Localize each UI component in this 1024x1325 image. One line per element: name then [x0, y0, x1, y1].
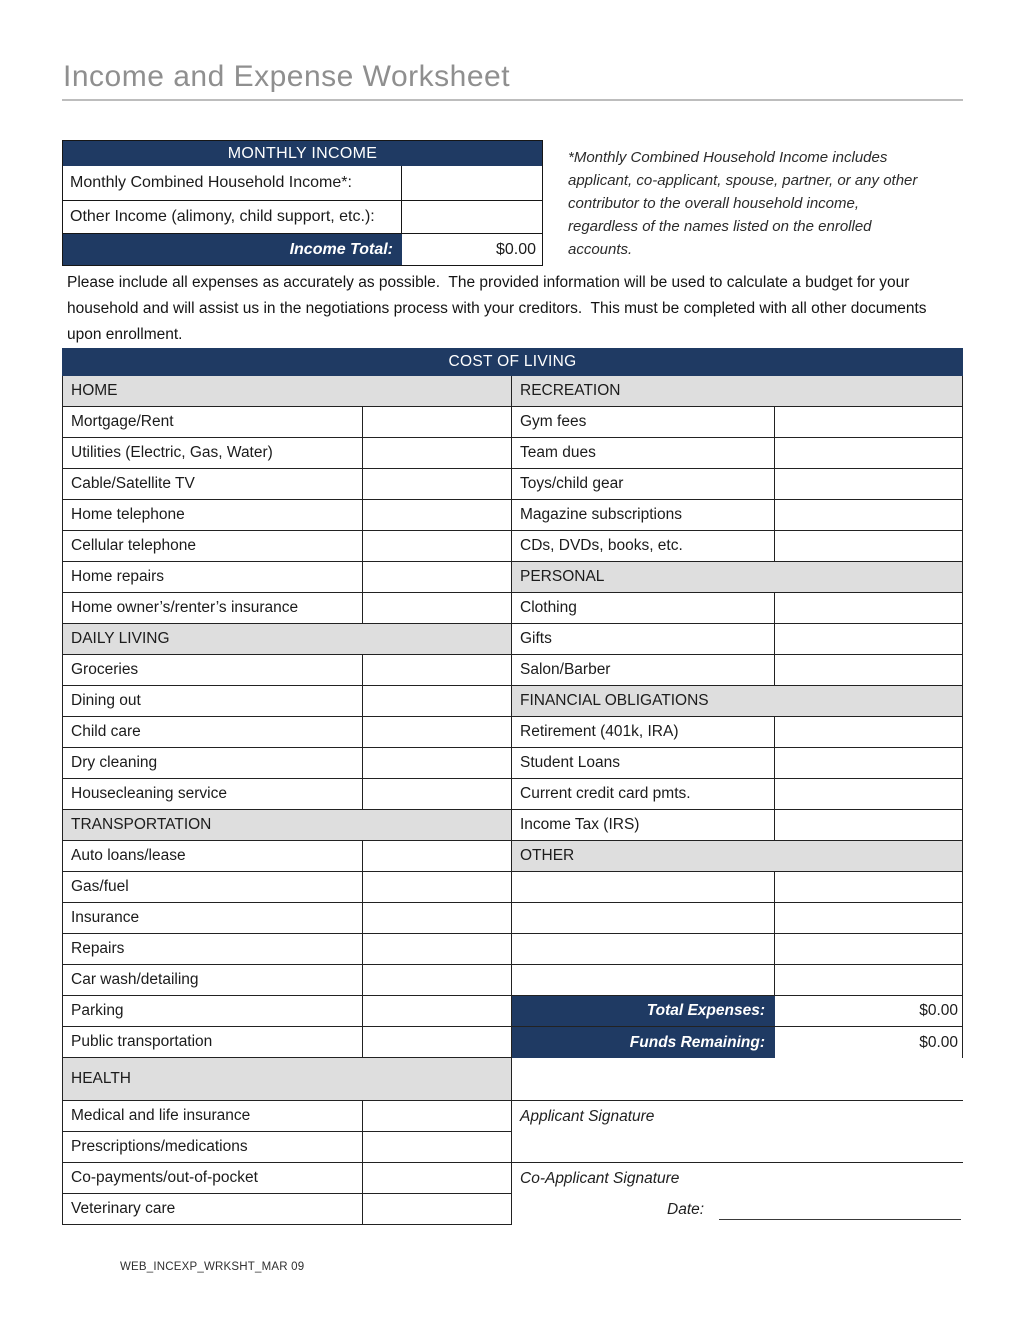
expense-label: Parking [63, 996, 363, 1026]
date-spacer [512, 1194, 667, 1225]
funds-remaining-row [512, 1027, 963, 1058]
expense-amount-cell[interactable] [363, 655, 511, 685]
expense-label: Groceries [63, 655, 363, 685]
expense-label: Dry cleaning [63, 748, 363, 778]
cost-of-living-grid [62, 376, 963, 1225]
expense-row [63, 531, 511, 562]
section-header-row [63, 1058, 511, 1101]
section-header-label: TRANSPORTATION [71, 816, 212, 833]
expense-label: CDs, DVDs, books, etc. [512, 531, 775, 561]
expense-row [63, 748, 511, 779]
expense-label: Student Loans [512, 748, 775, 778]
custom-expense-label-cell[interactable] [512, 903, 775, 933]
expense-amount-cell[interactable] [363, 903, 511, 933]
section-header-row [63, 624, 511, 655]
expense-amount-cell[interactable] [363, 500, 511, 530]
expense-amount-cell[interactable] [363, 779, 511, 809]
expense-label: Child care [63, 717, 363, 747]
expense-row [63, 996, 511, 1027]
expense-row [63, 1163, 511, 1194]
expense-amount-cell[interactable] [775, 717, 962, 747]
income-amount-cell[interactable] [402, 166, 542, 200]
expense-amount-cell[interactable] [775, 500, 962, 530]
custom-expense-label-cell[interactable] [512, 934, 775, 964]
expense-row [63, 903, 511, 934]
date-label: Date: [667, 1200, 705, 1218]
date-row [512, 1194, 963, 1225]
expense-amount-cell[interactable] [363, 872, 511, 902]
expense-amount-cell[interactable] [363, 1101, 511, 1131]
expense-label: Gym fees [512, 407, 775, 437]
expense-row [63, 841, 511, 872]
expense-label: Gas/fuel [63, 872, 363, 902]
expense-row [512, 965, 963, 996]
expense-row [63, 1101, 511, 1132]
section-header-row [512, 686, 963, 717]
expense-label: Insurance [63, 903, 363, 933]
expense-amount-cell[interactable] [775, 965, 962, 995]
custom-expense-label-cell[interactable] [512, 872, 775, 902]
total-expenses-row [512, 996, 963, 1027]
total-label: Funds Remaining: [512, 1027, 775, 1058]
section-header-row [512, 562, 963, 593]
income-label: Monthly Combined Household Income*: [63, 166, 402, 200]
section-header-row [63, 376, 511, 407]
expense-row [63, 872, 511, 903]
expense-row [63, 469, 511, 500]
expense-row [512, 934, 963, 965]
expense-amount-cell[interactable] [775, 624, 962, 654]
expense-label: Cellular telephone [63, 531, 363, 561]
title-divider [62, 99, 963, 101]
expense-row [63, 438, 511, 469]
total-amount: $0.00 [919, 1002, 958, 1019]
expense-amount-cell[interactable] [775, 748, 962, 778]
section-header-row [512, 376, 963, 407]
expense-row [512, 748, 963, 779]
signature-label-row [512, 1101, 963, 1132]
expense-amount-cell[interactable] [363, 1027, 511, 1057]
expense-row [63, 407, 511, 438]
expense-amount-cell[interactable] [363, 748, 511, 778]
section-header-label: FINANCIAL OBLIGATIONS [520, 692, 709, 709]
expense-amount-cell[interactable] [775, 934, 962, 964]
expense-label: Gifts [512, 624, 775, 654]
expense-row [63, 1027, 511, 1058]
expense-label: Retirement (401k, IRA) [512, 717, 775, 747]
expense-label: Utilities (Electric, Gas, Water) [63, 438, 363, 468]
expense-row [63, 593, 511, 624]
date-line[interactable] [719, 1219, 961, 1220]
expense-row [512, 717, 963, 748]
section-header-label: PERSONAL [520, 568, 605, 585]
section-header-label: HEALTH [71, 1070, 132, 1087]
expense-amount-cell[interactable] [775, 407, 962, 437]
expense-label: Team dues [512, 438, 775, 468]
expense-row [512, 624, 963, 655]
income-total-amount: $0.00 [402, 234, 542, 265]
expense-amount-cell[interactable] [363, 965, 511, 995]
signature-line[interactable] [512, 1058, 963, 1101]
expense-amount-cell[interactable] [363, 686, 511, 716]
page-title: Income and Expense Worksheet [63, 60, 511, 93]
income-total-row [63, 234, 542, 265]
monthly-income-table [62, 140, 543, 266]
total-label: Total Expenses: [512, 996, 775, 1026]
expense-row [63, 779, 511, 810]
expense-amount-cell[interactable] [775, 872, 962, 902]
expense-row [63, 562, 511, 593]
intro-paragraph: Please include all expenses as accurately as possible. The provided information will be used to calculate a budget for your household and will assist us in the negotiations process with your creditors. This must be completed with all other documents upon enrollment. [67, 274, 931, 343]
income-footnote: *Monthly Combined Household Income includes applicant, co-applicant, spouse, partner, or any other contributor to the overall household income, regardless of the names listed on the enrolled accounts. [568, 149, 918, 258]
expense-row [512, 500, 963, 531]
section-header-label: DAILY LIVING [71, 630, 170, 647]
expense-label: Prescriptions/medications [63, 1132, 363, 1162]
expense-label: Car wash/detailing [63, 965, 363, 995]
section-header-label: RECREATION [520, 382, 621, 399]
custom-expense-label-cell[interactable] [512, 965, 775, 995]
expense-amount-cell[interactable] [775, 593, 962, 623]
signature-label: Co-Applicant Signature [520, 1169, 680, 1187]
income-amount-cell[interactable] [402, 201, 542, 233]
expense-row [63, 1132, 511, 1163]
expense-row [63, 1194, 511, 1225]
document-code: WEB_INCEXP_WRKSHT_MAR 09 [120, 1261, 305, 1273]
section-header-label: OTHER [520, 847, 575, 864]
expense-label: Co-payments/out-of-pocket [63, 1163, 363, 1193]
expense-row [512, 407, 963, 438]
expense-amount-cell[interactable] [775, 469, 962, 499]
expense-amount-cell[interactable] [775, 903, 962, 933]
income-total-label: Income Total: [63, 234, 402, 265]
expense-amount-cell[interactable] [363, 469, 511, 499]
expense-amount-cell[interactable] [363, 717, 511, 747]
expense-label: Income Tax (IRS) [512, 810, 775, 840]
expense-amount-cell[interactable] [363, 407, 511, 437]
total-amount: $0.00 [919, 1033, 958, 1051]
expense-row [63, 500, 511, 531]
expense-amount-cell[interactable] [363, 531, 511, 561]
monthly-income-header: MONTHLY INCOME [63, 141, 542, 166]
expense-amount-cell[interactable] [775, 655, 962, 685]
expense-row [63, 934, 511, 965]
expense-label: Salon/Barber [512, 655, 775, 685]
section-header-row [63, 810, 511, 841]
cost-of-living-header: COST OF LIVING [62, 348, 963, 376]
expense-amount-cell[interactable] [363, 1132, 511, 1162]
expense-amount-cell[interactable] [363, 1163, 511, 1193]
expense-label: Magazine subscriptions [512, 500, 775, 530]
expense-label: Veterinary care [63, 1194, 363, 1224]
expense-label: Public transportation [63, 1027, 363, 1057]
expense-label: Mortgage/Rent [63, 407, 363, 437]
expense-label: Home owner’s/renter’s insurance [63, 593, 363, 623]
expense-row [512, 903, 963, 934]
expense-amount-cell[interactable] [363, 1194, 511, 1224]
expense-row [512, 593, 963, 624]
expense-row [63, 717, 511, 748]
table-row [63, 201, 542, 234]
expense-amount-cell[interactable] [363, 593, 511, 623]
table-row [63, 166, 542, 201]
expense-row [512, 655, 963, 686]
expense-label: Cable/Satellite TV [63, 469, 363, 499]
expense-row [63, 655, 511, 686]
expense-amount-cell[interactable] [363, 996, 511, 1026]
expenses-right-column [512, 376, 963, 1225]
expense-label: Home telephone [63, 500, 363, 530]
expense-row [512, 438, 963, 469]
expense-label: Housecleaning service [63, 779, 363, 809]
expense-row [512, 469, 963, 500]
expense-amount-cell[interactable] [775, 810, 962, 840]
expense-amount-cell[interactable] [363, 841, 511, 871]
income-label: Other Income (alimony, child support, etc.): [63, 201, 402, 233]
expense-amount-cell[interactable] [363, 438, 511, 468]
expense-label: Current credit card pmts. [512, 779, 775, 809]
expense-amount-cell[interactable] [775, 531, 962, 561]
expenses-left-column [62, 376, 512, 1225]
expense-label: Auto loans/lease [63, 841, 363, 871]
expense-amount-cell[interactable] [775, 779, 962, 809]
signature-label-row [512, 1163, 963, 1194]
expense-amount-cell[interactable] [363, 562, 511, 592]
expense-label: Clothing [512, 593, 775, 623]
expense-label: Dining out [63, 686, 363, 716]
expense-label: Toys/child gear [512, 469, 775, 499]
expense-amount-cell[interactable] [775, 438, 962, 468]
expense-label: Medical and life insurance [63, 1101, 363, 1131]
expense-row [512, 779, 963, 810]
signature-label: Applicant Signature [520, 1107, 655, 1125]
section-header-label: HOME [71, 382, 118, 399]
expense-row [512, 810, 963, 841]
signature-line[interactable] [512, 1132, 963, 1163]
expense-row [63, 686, 511, 717]
expense-row [512, 531, 963, 562]
expense-label: Repairs [63, 934, 363, 964]
section-header-row [512, 841, 963, 872]
expense-label: Home repairs [63, 562, 363, 592]
expense-amount-cell[interactable] [363, 934, 511, 964]
expense-row [63, 965, 511, 996]
expense-row [512, 872, 963, 903]
